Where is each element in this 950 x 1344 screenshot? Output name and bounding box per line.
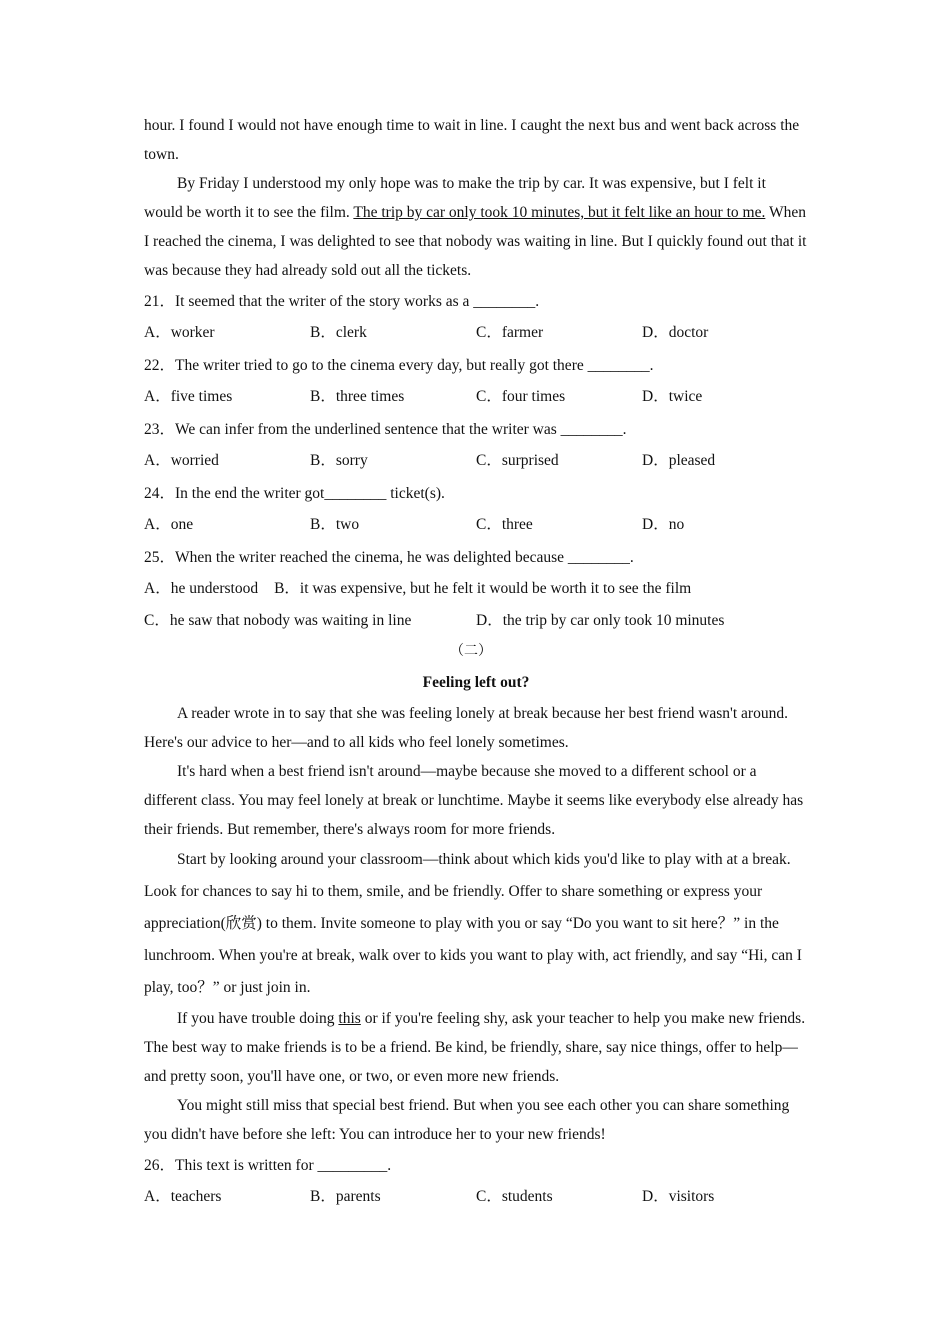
question-23-options — [144, 445, 808, 477]
option-c: C．he saw that nobody was waiting in line — [144, 612, 412, 629]
option-c: C．students — [476, 1188, 553, 1205]
question-24: 24．In the end the writer got________ ticket(s). — [144, 485, 445, 502]
option-b: B．sorry — [310, 452, 368, 469]
question-25-options-row1 — [144, 573, 808, 605]
question-24-options — [144, 509, 808, 541]
option-c: C．four times — [476, 388, 566, 405]
option-d: D．pleased — [642, 452, 716, 469]
option-d: D．no — [642, 516, 685, 533]
option-a: A．worker — [144, 324, 215, 341]
option-a: A．five times — [144, 388, 233, 405]
p4-text-a: If you have trouble doing — [177, 1010, 339, 1027]
underlined-sentence: The trip by car only took 10 minutes, but it felt like an hour to me. — [353, 204, 766, 221]
option-c: C．three — [476, 516, 533, 533]
question-26-options — [144, 1181, 808, 1213]
passage2-paragraph-5: You might still miss that special best friend. But when you see each other you can share something you didn't have before she left: You can introduce her to your new friends! — [144, 1097, 790, 1143]
option-a: A．worried — [144, 452, 219, 469]
question-25: 25．When the writer reached the cinema, he was delighted because ________. — [144, 549, 634, 566]
passage1-paragraph — [144, 169, 808, 285]
underlined-word-this: this — [338, 1010, 361, 1027]
question-22-options — [144, 381, 808, 413]
passage1-text-b: When I reached the cinema, I was delighted to see that nobody was waiting in line. But I quickly found out that it was because they had already sold out all the tickets. — [144, 204, 807, 279]
passage2-paragraph-4 — [144, 1004, 808, 1091]
section-label: （二） — [450, 644, 492, 659]
question-21: 21．It seemed that the writer of the story works as a ________. — [144, 293, 540, 310]
option-b: B．three times — [310, 388, 405, 405]
question-25-options-row2 — [144, 605, 808, 637]
option-b: B．two — [310, 516, 360, 533]
passage2-paragraph-2: It's hard when a best friend isn't around—maybe because she moved to a different school or a different class. You may feel lonely at break or lunchtime. Maybe it seems like everybody else already has their friends. But remember, there's always room for more friends. — [144, 763, 804, 838]
option-a: A．he understood — [144, 580, 259, 597]
question-23: 23．We can infer from the underlined sentence that the writer was ________. — [144, 421, 627, 438]
passage-title: Feeling left out? — [422, 674, 530, 691]
passage2-paragraph-3: Start by looking around your classroom—think about which kids you'd like to play with at a break. Look for chances to say hi to them, smile, and be friendly. Offer to share something or express your appreciation(欣赏) to them. Invite someone to play with you or say “Do you want to sit here？” in the lunchroom. When you're at break, walk over to kids you want to play with, act friendly, and say “Hi, can I play, too？” or just join in. — [144, 851, 802, 996]
option-b: B．parents — [310, 1188, 381, 1205]
option-d: D．twice — [642, 388, 703, 405]
document-page — [144, 111, 808, 1213]
passage2-paragraph-1: A reader wrote in to say that she was feeling lonely at break because her best friend wasn't around. Here's our advice to her—and to all kids who feel lonely sometimes. — [144, 705, 788, 751]
option-c: C．farmer — [476, 324, 544, 341]
option-d: D．the trip by car only took 10 minutes — [476, 612, 725, 629]
passage1-text-a: By Friday I understood my only hope was to make the trip by car. It was expensive, but I felt it would be worth it to see the film. — [144, 175, 766, 221]
option-b: B．it was expensive, but he felt it would be worth it to see the film — [274, 580, 692, 597]
p4-text-b: or if you're feeling shy, ask your teacher to help you make new friends. The best way to make friends is to be a friend. Be kind, be friendly, share, say nice things, offer to help—and pretty soon, you'll have one, or two, or even more new friends. — [144, 1010, 806, 1085]
question-21-options — [144, 317, 808, 349]
option-c: C．surprised — [476, 452, 559, 469]
option-d: D．doctor — [642, 324, 709, 341]
passage1-continuation: hour. I found I would not have enough time to wait in line. I caught the next bus and went back across the town. — [144, 117, 800, 163]
option-a: A．one — [144, 516, 194, 533]
option-b: B．clerk — [310, 324, 367, 341]
option-d: D．visitors — [642, 1188, 715, 1205]
option-a: A．teachers — [144, 1188, 222, 1205]
question-26: 26．This text is written for _________. — [144, 1157, 392, 1174]
question-22: 22．The writer tried to go to the cinema every day, but really got there ________. — [144, 357, 654, 374]
